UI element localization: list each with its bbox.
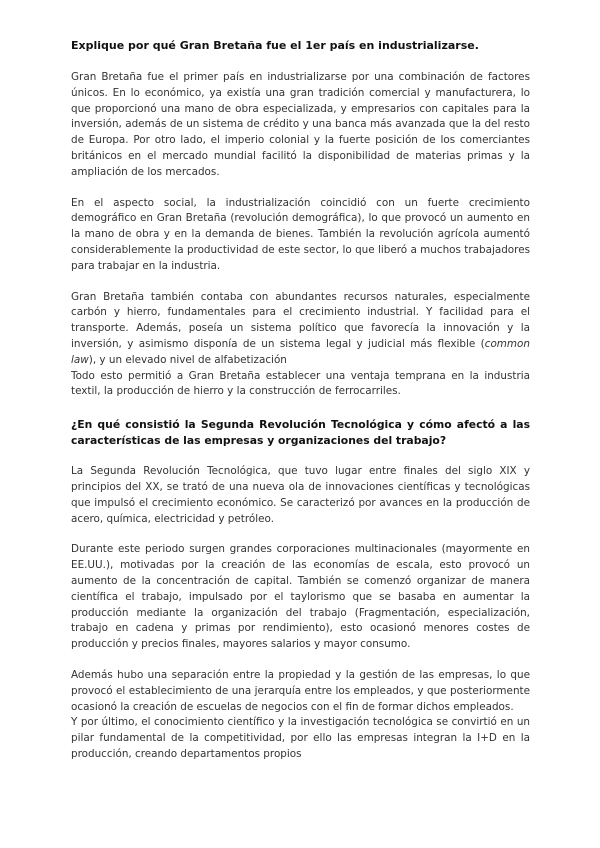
common-law-italic: common law [71,337,530,366]
q2-paragraph-3: Además hubo una separación entre la propiedad y la gestión de las empresas, lo que provocó el establecimiento de una jerarquía entre los empleados, y que posteriormente ocasionó la creación de escuelas de negocios con el fin de formar dichos empleados. [71,668,530,713]
q1-paragraph-3-text-a: Gran Bretaña también contaba con abundantes recursos naturales, especialmente carbón y hierro, fundamentales para el crecimiento industrial. Y facilidad para el transporte. Además, poseía un sistema político que favorecía la innovación y la inversión, y asimismo disponía de un sistema legal y judicial más flexible ( [71,290,530,350]
question-2-heading: ¿En qué consistió la Segunda Revolución Tecnológica y cómo afectó a las características de las empresas y organizaciones del trabajo? [71,418,530,448]
q1-paragraph-1: Gran Bretaña fue el primer país en industrializarse por una combinación de factores únicos. En lo económico, ya existía una gran tradición comercial y manufacturera, lo que proporcionó una mano de obra especializada, y empresarios con capitales para la inversión, además de un sistema de crédito y una banca más avanzada que la del resto de Europa. Por otro lado, el imperio colonial y la fuerte posición de los comerciantes británicos en el mercado mundial facilitó la disponibilidad de materias primas y la ampliación de los mercados. [71,71,530,178]
q2-paragraph-2: Durante este periodo surgen grandes corporaciones multinacionales (mayormente en EE.UU.), motivadas por la creación de las economías de escala, esto provocó un aumento de la concentración de capital. También se comenzó organizar de manera científica el trabajo, impulsado por el taylorismo que se basaba en aumentar la producción mediante la organización del trabajo (Fragmentación, especialización, trabajo en cadena y primas por rendimiento), esto ocasionó menores costes de producción y precios finales, mayores salarios y mayor consumo. [71,543,530,651]
q1-paragraph-4: Todo esto permitió a Gran Bretaña establecer una ventaja temprana en la industria textil, la producción de hierro y la construcción de ferrocarriles. [71,369,530,398]
q1-paragraph-3 [71,290,530,369]
question-1-heading: Explique por qué Gran Bretaña fue el 1er país en industrializarse. [71,39,479,52]
q1-paragraph-2: En el aspecto social, la industrialización coincidió con un fuerte crecimiento demográfico en Gran Bretaña (revolución demográfica), lo que provocó un aumento en la mano de obra y en la demanda de bienes. También la revolución agrícola aumentó considerablemente la productividad de este sector, lo que liberó a muchos trabajadores para trabajar en la industria. [71,196,530,272]
q2-paragraph-4: Y por último, el conocimiento científico y la investigación tecnológica se convirtió en un pilar fundamental de la competitividad, por ello las empresas integran la I+D en la producción, creando departamentos propios [71,716,530,760]
q1-paragraph-3-text-b: ), y un elevado nivel de alfabetización [88,353,287,366]
q2-paragraph-1: La Segunda Revolución Tecnológica, que tuvo lugar entre finales del siglo XIX y principios del XX, se trató de una nueva ola de innovaciones científicas y tecnológicas que impulsó el crecimiento económico. Se caracterizó por avances en la producción de acero, química, electricidad y petróleo. [71,465,530,525]
